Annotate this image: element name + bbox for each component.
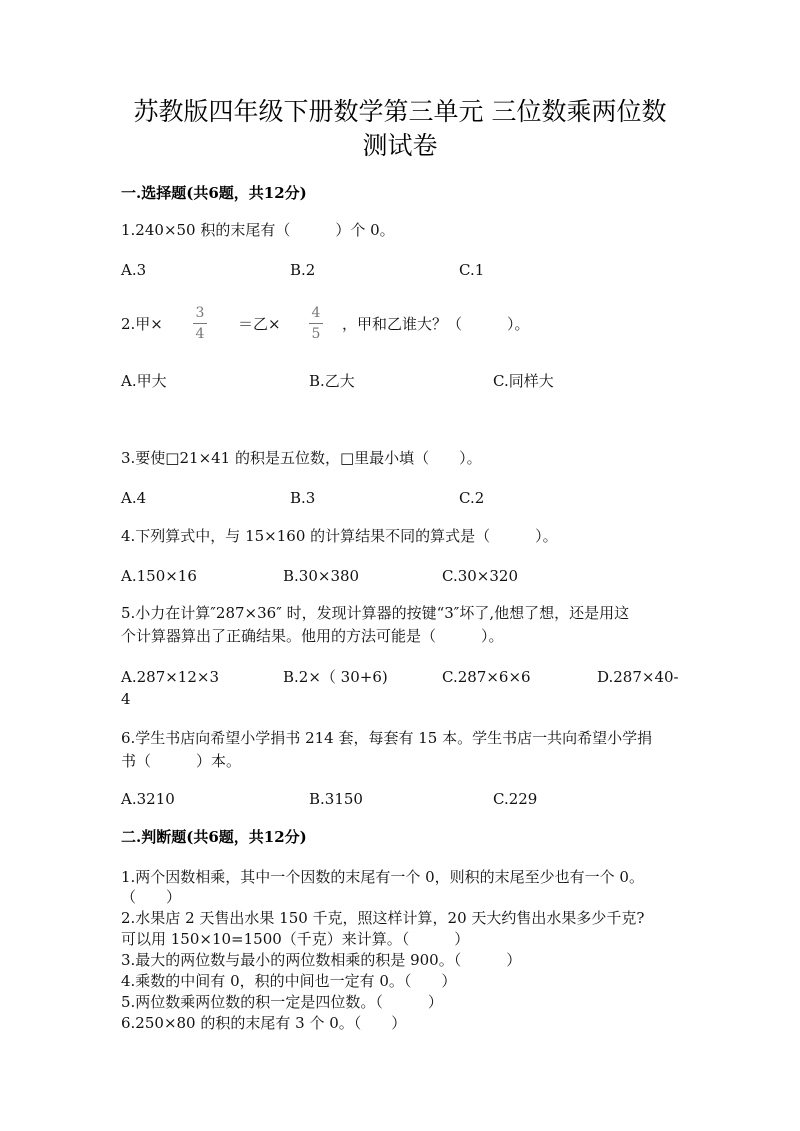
fraction-numerator: 3 (195, 305, 205, 321)
section-heading-choice: 一.选择题(共6题，共12分) (121, 184, 307, 202)
question-6-stem-line1: 6.学生书店向希望小学捐书 214 套，每套有 15 本。学生书店一共向希望小学捐 (121, 729, 653, 747)
fraction-denominator: 4 (195, 326, 205, 342)
question-1-option-a: A.3 (121, 261, 147, 279)
question-4-option-c: C.30×320 (442, 567, 518, 585)
question-1-option-c: C.1 (459, 261, 485, 279)
question-2-option-c: C.同样大 (493, 372, 554, 390)
question-2-stem-part2: ＝乙× (238, 315, 281, 333)
question-5-option-a: A.287×12×3 (121, 668, 219, 686)
question-6-option-c: C.229 (493, 790, 538, 808)
question-2-stem-part1: 2.甲× (121, 315, 163, 333)
section-heading-judgement: 二.判断题(共6题，共12分) (121, 828, 307, 846)
page-title-line2: 测试卷 (362, 131, 438, 160)
question-4-stem: 4.下列算式中，与 15×160 的计算结果不同的算式是（ ）。 (121, 527, 558, 545)
question-5-option-c: C.287×6×6 (442, 668, 531, 686)
question-5-option-d: D.287×40- (597, 668, 679, 686)
judgement-item-5: 5.两位数乘两位数的积一定是四位数。（ ） (121, 993, 443, 1011)
question-2-option-a: A.甲大 (121, 372, 167, 390)
fraction-denominator: 5 (311, 326, 321, 342)
fraction-three-quarters (190, 306, 210, 341)
question-5-option-d-wrap: 4 (121, 690, 131, 708)
question-3-option-a: A.4 (121, 489, 147, 507)
judgement-item-1: 1.两个因数相乘，其中一个因数的末尾有一个 0，则积的末尾至少也有一个 0。 (121, 868, 644, 886)
fraction-four-fifths (306, 306, 326, 341)
question-5-stem-line2: 个计算器算出了正确结果。他用的方法可能是（ ）。 (121, 627, 504, 645)
question-5-stem-line1: 5.小力在计算″287×36″ 时，发现计算器的按键“3″坏了,他想了想，还是用这 (121, 604, 630, 622)
question-6-option-b: B.3150 (309, 790, 363, 808)
fraction-numerator: 4 (311, 305, 321, 321)
question-6-stem-line2: 书（ ）本。 (121, 752, 242, 770)
question-2-stem-part3: ，甲和乙谁大？（ ）。 (342, 315, 530, 333)
question-4-option-a: A.150×16 (121, 567, 197, 585)
judgement-item-3: 3.最大的两位数与最小的两位数相乘的积是 900。（ ） (121, 951, 522, 969)
judgement-item-2-continued: 可以用 150×10=1500（千克）来计算。（ ） (121, 930, 470, 948)
page-title-line1: 苏教版四年级下册数学第三单元 三位数乘两位数 (133, 97, 667, 126)
question-1-stem: 1.240×50 积的末尾有（ ）个 0。 (121, 221, 395, 239)
judgement-item-6: 6.250×80 的积的末尾有 3 个 0。（ ） (121, 1014, 407, 1032)
question-2-option-b: B.乙大 (309, 372, 355, 390)
question-1-option-b: B.2 (290, 261, 316, 279)
question-5-option-b: B.2×（ 30+6) (283, 668, 388, 686)
fraction-bar (309, 323, 323, 324)
question-4-option-b: B.30×380 (283, 567, 360, 585)
judgement-item-4: 4.乘数的中间有 0，积的中间也一定有 0。（ ） (121, 972, 457, 990)
judgement-item-2: 2.水果店 2 天售出水果 150 千克，照这样计算，20 天大约售出水果多少千克? (121, 909, 645, 927)
question-6-option-a: A.3210 (121, 790, 175, 808)
question-3-option-b: B.3 (290, 489, 316, 507)
fraction-bar (193, 323, 207, 324)
question-3-option-c: C.2 (459, 489, 485, 507)
judgement-item-1-brackets: （ ） (121, 888, 182, 906)
question-3-stem: 3.要使□21×41 的积是五位数，□里最小填（ ）。 (121, 449, 482, 467)
